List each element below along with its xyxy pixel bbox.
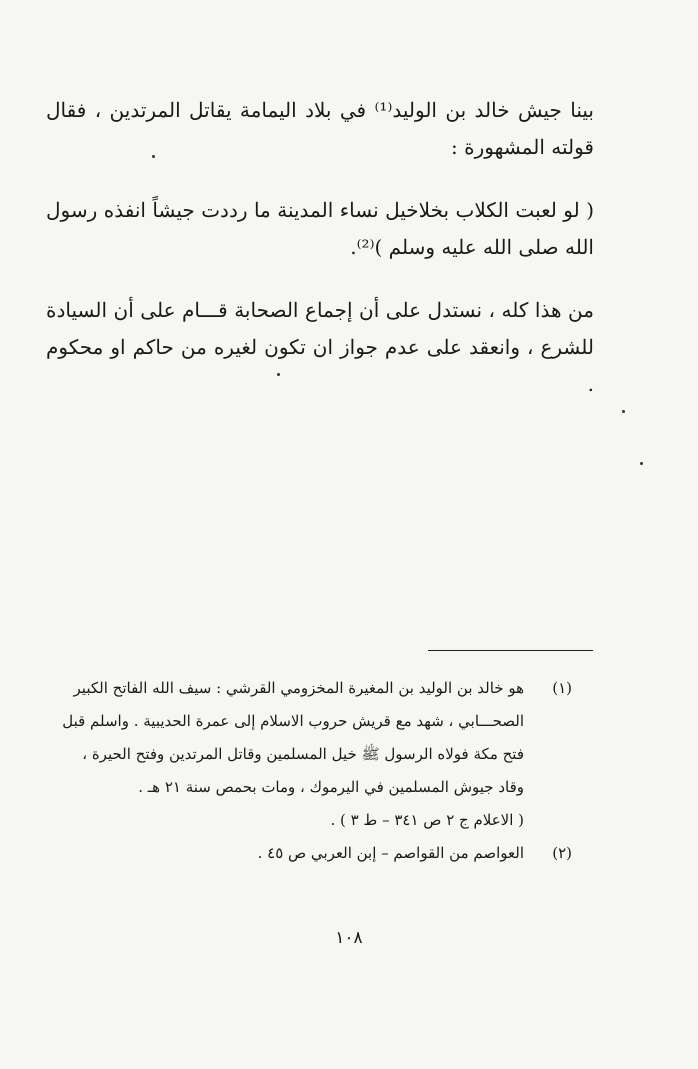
footnote-2 bbox=[60, 837, 572, 870]
footnote-number: (١) bbox=[552, 679, 572, 697]
footnote-number: (٢) bbox=[552, 844, 572, 862]
footnote-text: العواصم من القواصم – إبن العربي ص ٤٥ . bbox=[257, 844, 524, 862]
paragraph-quote: ( لو لعبت الكلاب بخلاخيل نساء المدينة ما رددت جيشاً انفذه رسول الله صلى الله عليه وسلم )⁽²⁾. bbox=[46, 198, 594, 259]
footnote-body bbox=[60, 837, 524, 870]
footnote-separator bbox=[428, 650, 593, 651]
footnote-citation: ( الاعلام ج ٢ ص ٣٤١ – ط ٣ ) . bbox=[330, 811, 524, 829]
footnotes bbox=[60, 672, 572, 870]
scan-speck bbox=[640, 462, 643, 465]
scan-speck bbox=[152, 155, 155, 158]
paragraph-conclusion: من هذا كله ، نستدل على أن إجماع الصحابة قـــام على أن السيادة للشرع ، وانعقد على عدم جواز ان تكون لغيره من حاكم او محكوم . bbox=[46, 298, 594, 396]
scan-speck bbox=[622, 410, 625, 413]
paragraph-khalid: بينا جيش خالد بن الوليد⁽¹⁾ في بلاد اليمامة يقاتل المرتدين ، فقال قولته المشهورة : bbox=[46, 98, 595, 159]
main-text bbox=[46, 92, 594, 403]
footnote-body bbox=[60, 672, 524, 837]
scan-speck bbox=[277, 373, 280, 376]
page-number: ١٠٨ bbox=[335, 928, 363, 948]
footnote-1 bbox=[60, 672, 572, 837]
footnote-text: هو خالد بن الوليد بن المغيرة المخزومي القرشي : سيف الله الفاتح الكبير الصحـــابي ، شهد مع قريش حروب الاسلام إلى عمرة الحديبية . واسلم قبل فتح مكة فولاه الرسول ﷺ خيل المسلمين وقاتل المرتدين وفتح الحيرة ، وقاد جيوش المسلمين في اليرموك ، ومات بحمص سنة ٢١ هـ . bbox=[62, 679, 524, 796]
